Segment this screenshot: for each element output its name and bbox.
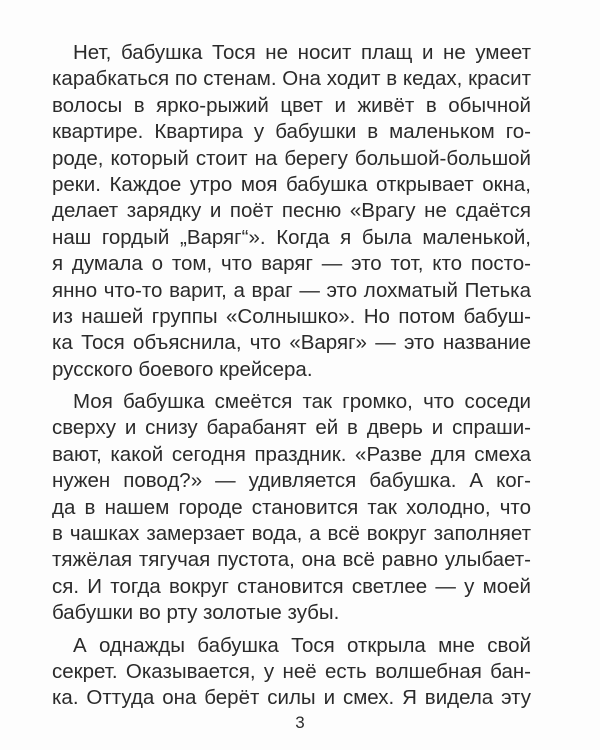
text-line: русского боевого крейсера. (52, 357, 313, 381)
text-line: квартире. Квартира у бабушки в маленьком го- (52, 120, 531, 144)
text-line: я думала о том, что варяг — это тот, кто посто- (52, 252, 531, 276)
text-line: сверху и снизу барабанят ей в дверь и спраши- (52, 416, 531, 440)
text-line: Моя бабушка смеётся так громко, что соседи (73, 390, 531, 414)
page-number: 3 (295, 713, 305, 732)
text-line: вают, какой сегодня праздник. «Разве для смеха (52, 442, 531, 466)
text-line: да в нашем городе становится так холодно, что (52, 495, 531, 519)
text-line: наш гордый „Варяг“». Когда я была маленькой, (52, 225, 531, 249)
text-line: волосы в ярко-рыжий цвет и живёт в обычной (52, 93, 531, 117)
text-line: карабкаться по стенам. Она ходит в кедах, красит (52, 67, 531, 91)
paragraph-2 (52, 389, 531, 627)
text-line: Нет, бабушка Тося не носит плащ и не умеет (73, 41, 531, 64)
text-line: тяжёлая тягучая пустота, она всё равно улыбает- (52, 548, 531, 572)
text-line: роде, который стоит на берегу большой-большой (52, 146, 531, 170)
body-text (52, 40, 531, 712)
text-line: нужен повод?» — удивляется бабушка. А ког- (52, 469, 531, 493)
text-line: из нашей группы «Солнышко». Но потом бабуш- (52, 304, 531, 328)
paragraph-1 (52, 40, 531, 383)
text-line: бабушки во рту золотые зубы. (52, 601, 340, 625)
text-line: ка Тося объяснила, что «Варяг» — это название (52, 331, 531, 355)
text-line: ка. Оттуда она берёт силы и смех. Я видела эту (52, 686, 531, 710)
text-line: ся. И тогда вокруг становится светлее — у моей (52, 574, 531, 598)
text-line: в чашках замерзает вода, а всё вокруг заполняет (52, 522, 531, 546)
text-line: реки. Каждое утро моя бабушка открывает окна, (52, 172, 531, 196)
paragraph-3 (52, 633, 531, 712)
text-line: секрет. Оказывается, у неё есть волшебная бан- (52, 659, 531, 683)
text-line: делает зарядку и поёт песню «Врагу не сдаётся (52, 199, 531, 223)
text-line: янно что-то варит, а враг — это лохматый Петька (52, 278, 531, 302)
text-line: А однажды бабушка Тося открыла мне свой (73, 633, 531, 657)
